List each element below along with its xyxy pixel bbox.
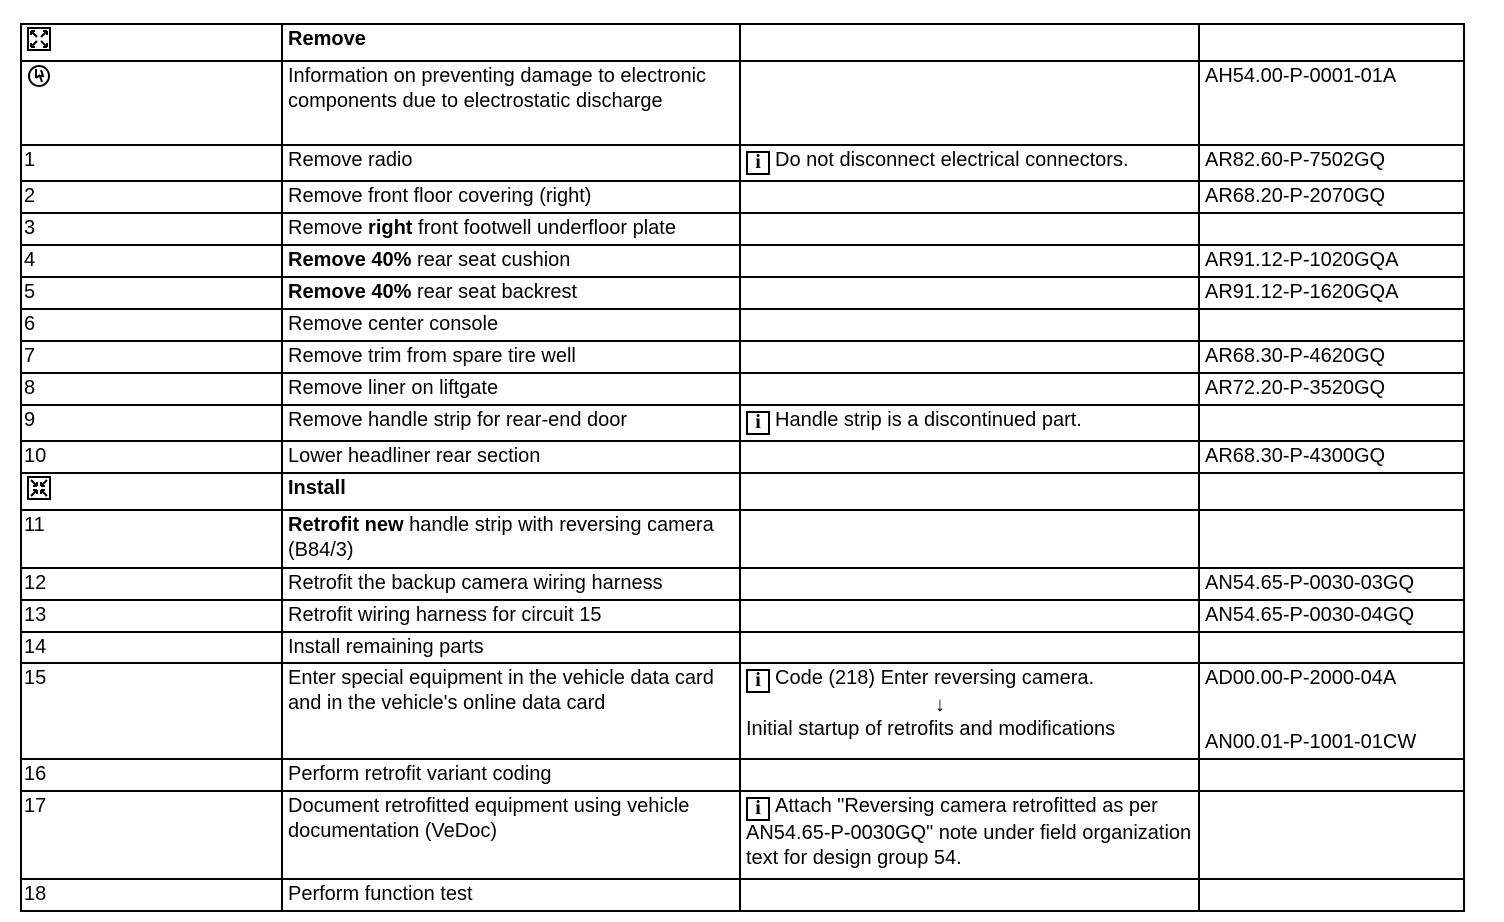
step-number: 13 <box>21 600 282 632</box>
step-text: Retrofit new handle strip with reversing camera (B84/3) <box>282 510 740 568</box>
info-icon: i <box>746 669 770 693</box>
reference-link[interactable]: AR68.20-P-2070GQ <box>1199 181 1464 213</box>
step-text: Install remaining parts <box>282 632 740 663</box>
reference-link[interactable]: AR72.20-P-3520GQ <box>1199 373 1464 405</box>
step-text: Retrofit wiring harness for circuit 15 <box>282 600 740 632</box>
reference-link[interactable]: AR91.12-P-1620GQA <box>1199 277 1464 309</box>
reference-link[interactable]: AR82.60-P-7502GQ <box>1199 145 1464 181</box>
info-icon: i <box>746 797 770 821</box>
table-row <box>21 213 1464 245</box>
step-number: 6 <box>21 309 282 341</box>
table-row <box>21 61 1464 145</box>
step-text: Remove liner on liftgate <box>282 373 740 405</box>
table-row <box>21 341 1464 373</box>
table-row <box>21 632 1464 663</box>
table-row <box>21 791 1464 879</box>
step-number: 14 <box>21 632 282 663</box>
table-row <box>21 181 1464 213</box>
step-text: Remove handle strip for rear-end door <box>282 405 740 441</box>
step-text: Lower headliner rear section <box>282 441 740 473</box>
step-number: 12 <box>21 568 282 600</box>
expand-arrows-icon <box>27 27 51 51</box>
table-row <box>21 663 1464 759</box>
step-number: 17 <box>21 791 282 879</box>
step-number: 3 <box>21 213 282 245</box>
info-icon: i <box>746 151 770 175</box>
section-row-install <box>21 473 1464 510</box>
step-number: 5 <box>21 277 282 309</box>
step-text: Remove 40% rear seat backrest <box>282 277 740 309</box>
reference-link[interactable]: AR68.30-P-4620GQ <box>1199 341 1464 373</box>
note-text: Do not disconnect electrical connectors. <box>775 149 1129 171</box>
table-row <box>21 510 1464 568</box>
step-number: 11 <box>21 510 282 568</box>
reference-link[interactable]: AR68.30-P-4300GQ <box>1199 441 1464 473</box>
section-row-remove <box>21 24 1464 61</box>
table-row <box>21 373 1464 405</box>
procedure-table <box>20 23 1465 912</box>
step-number: 16 <box>21 759 282 791</box>
note-text: Handle strip is a discontinued part. <box>775 409 1082 431</box>
note-text-secondary: Initial startup of retrofits and modifications <box>746 718 1116 740</box>
step-number: 1 <box>21 145 282 181</box>
reference-link[interactable]: AH54.00-P-0001-01A <box>1199 61 1464 145</box>
table-row <box>21 441 1464 473</box>
step-text: Document retrofitted equipment using vehicle documentation (VeDoc) <box>282 791 740 879</box>
section-title-remove: Remove <box>288 28 366 50</box>
step-number: 4 <box>21 245 282 277</box>
step-number: 9 <box>21 405 282 441</box>
info-icon: i <box>746 411 770 435</box>
section-title-install: Install <box>288 477 346 499</box>
step-number: 10 <box>21 441 282 473</box>
step-text: Perform retrofit variant coding <box>282 759 740 791</box>
table-row <box>21 405 1464 441</box>
step-number: 15 <box>21 663 282 759</box>
step-number: 8 <box>21 373 282 405</box>
step-text: Remove 40% rear seat cushion <box>282 245 740 277</box>
step-number: 18 <box>21 879 282 911</box>
table-row <box>21 277 1464 309</box>
reference-link[interactable]: AR91.12-P-1020GQA <box>1199 245 1464 277</box>
table-row <box>21 600 1464 632</box>
down-arrow-icon: ↓ <box>935 694 945 716</box>
table-row <box>21 309 1464 341</box>
note-text: Attach "Reversing camera retrofitted as per AN54.65-P-0030GQ" note under field organization text for design group 54. <box>746 795 1192 869</box>
step-text: Remove radio <box>282 145 740 181</box>
table-row <box>21 759 1464 791</box>
table-row <box>21 245 1464 277</box>
note-text: Code (218) Enter reversing camera. <box>775 667 1095 689</box>
step-text: Retrofit the backup camera wiring harness <box>282 568 740 600</box>
esd-warning-icon <box>27 64 51 88</box>
step-number: 7 <box>21 341 282 373</box>
step-text: Remove right front footwell underfloor plate <box>282 213 740 245</box>
collapse-arrows-icon <box>27 476 51 500</box>
table-row <box>21 879 1464 911</box>
reference-link[interactable]: AN54.65-P-0030-04GQ <box>1199 600 1464 632</box>
step-text: Remove trim from spare tire well <box>282 341 740 373</box>
step-text: Information on preventing damage to electronic components due to electrostatic discharge <box>282 61 740 145</box>
reference-link[interactable]: AN00.01-P-1001-01CW <box>1205 731 1417 753</box>
table-row <box>21 145 1464 181</box>
step-text: Remove center console <box>282 309 740 341</box>
reference-link[interactable]: AN54.65-P-0030-03GQ <box>1199 568 1464 600</box>
step-number: 2 <box>21 181 282 213</box>
step-text: Enter special equipment in the vehicle data card and in the vehicle's online data card <box>282 663 740 759</box>
step-text: Perform function test <box>282 879 740 911</box>
step-text: Remove front floor covering (right) <box>282 181 740 213</box>
table-row <box>21 568 1464 600</box>
reference-link[interactable]: AD00.00-P-2000-04A <box>1205 667 1397 689</box>
